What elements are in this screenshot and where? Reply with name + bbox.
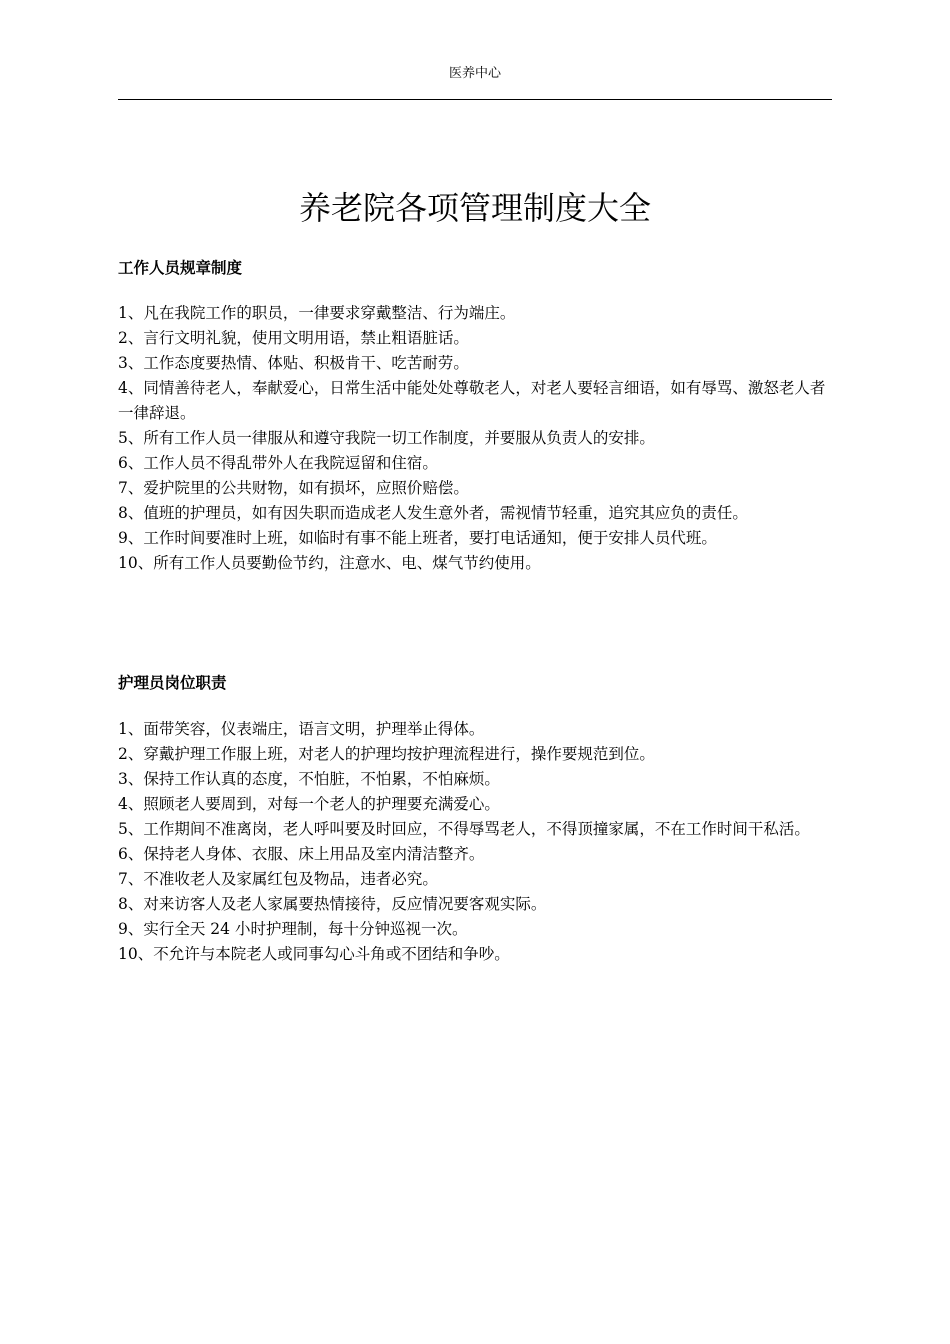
list-item: 7、爱护院里的公共财物，如有损坏，应照价赔偿。 [118, 479, 469, 497]
list-item: 5、所有工作人员一律服从和遵守我院一切工作制度，并要服从负责人的安排。 [118, 429, 655, 447]
list-item: 9、工作时间要准时上班，如临时有事不能上班者，要打电话通知，便于安排人员代班。 [118, 529, 717, 547]
list-item: 3、保持工作认真的态度，不怕脏，不怕累，不怕麻烦。 [118, 770, 500, 788]
list-item: 7、不准收老人及家属红包及物品，违者必究。 [118, 870, 438, 888]
section-staff-rules [118, 256, 834, 576]
list-item: 10、不允许与本院老人或同事勾心斗角或不团结和争吵。 [118, 945, 510, 963]
section-heading: 工作人员规章制度 [118, 259, 243, 277]
section-heading: 护理员岗位职责 [118, 674, 227, 692]
duty-list [118, 717, 834, 967]
section-caregiver-duties [118, 671, 834, 967]
list-item: 2、穿戴护理工作服上班，对老人的护理均按护理流程进行，操作要规范到位。 [118, 745, 655, 763]
list-item: 10、所有工作人员要勤俭节约，注意水、电、煤气节约使用。 [118, 554, 541, 572]
list-item: 8、对来访客人及老人家属要热情接待，反应情况要客观实际。 [118, 895, 547, 913]
list-item: 4、同情善待老人，奉献爱心，日常生活中能处处尊敬老人，对老人要轻言细语，如有辱骂、激怒老人者一律辞退。 [118, 379, 826, 422]
list-item: 6、保持老人身体、衣服、床上用品及室内清洁整齐。 [118, 845, 485, 863]
list-item: 6、工作人员不得乱带外人在我院逗留和住宿。 [118, 454, 438, 472]
list-item: 9、实行全天 24 小时护理制，每十分钟巡视一次。 [118, 920, 468, 938]
list-item: 4、照顾老人要周到，对每一个老人的护理要充满爱心。 [118, 795, 500, 813]
list-item: 2、言行文明礼貌，使用文明用语，禁止粗语脏话。 [118, 329, 469, 347]
header-divider [118, 99, 832, 100]
list-item: 1、面带笑容，仪表端庄，语言文明，护理举止得体。 [118, 720, 485, 738]
rule-list [118, 301, 834, 576]
list-item: 8、值班的护理员，如有因失职而造成老人发生意外者，需视情节轻重，追究其应负的责任。 [118, 504, 748, 522]
document-title: 养老院各项管理制度大全 [298, 189, 651, 227]
list-item: 1、凡在我院工作的职员，一律要求穿戴整洁、行为端庄。 [118, 304, 516, 322]
list-item: 3、工作态度要热情、体贴、积极肯干、吃苦耐劳。 [118, 354, 469, 372]
list-item: 5、工作期间不准离岗，老人呼叫要及时回应，不得辱骂老人，不得顶撞家属，不在工作时间干私活。 [118, 820, 810, 838]
page-header: 医养中心 [448, 66, 501, 81]
